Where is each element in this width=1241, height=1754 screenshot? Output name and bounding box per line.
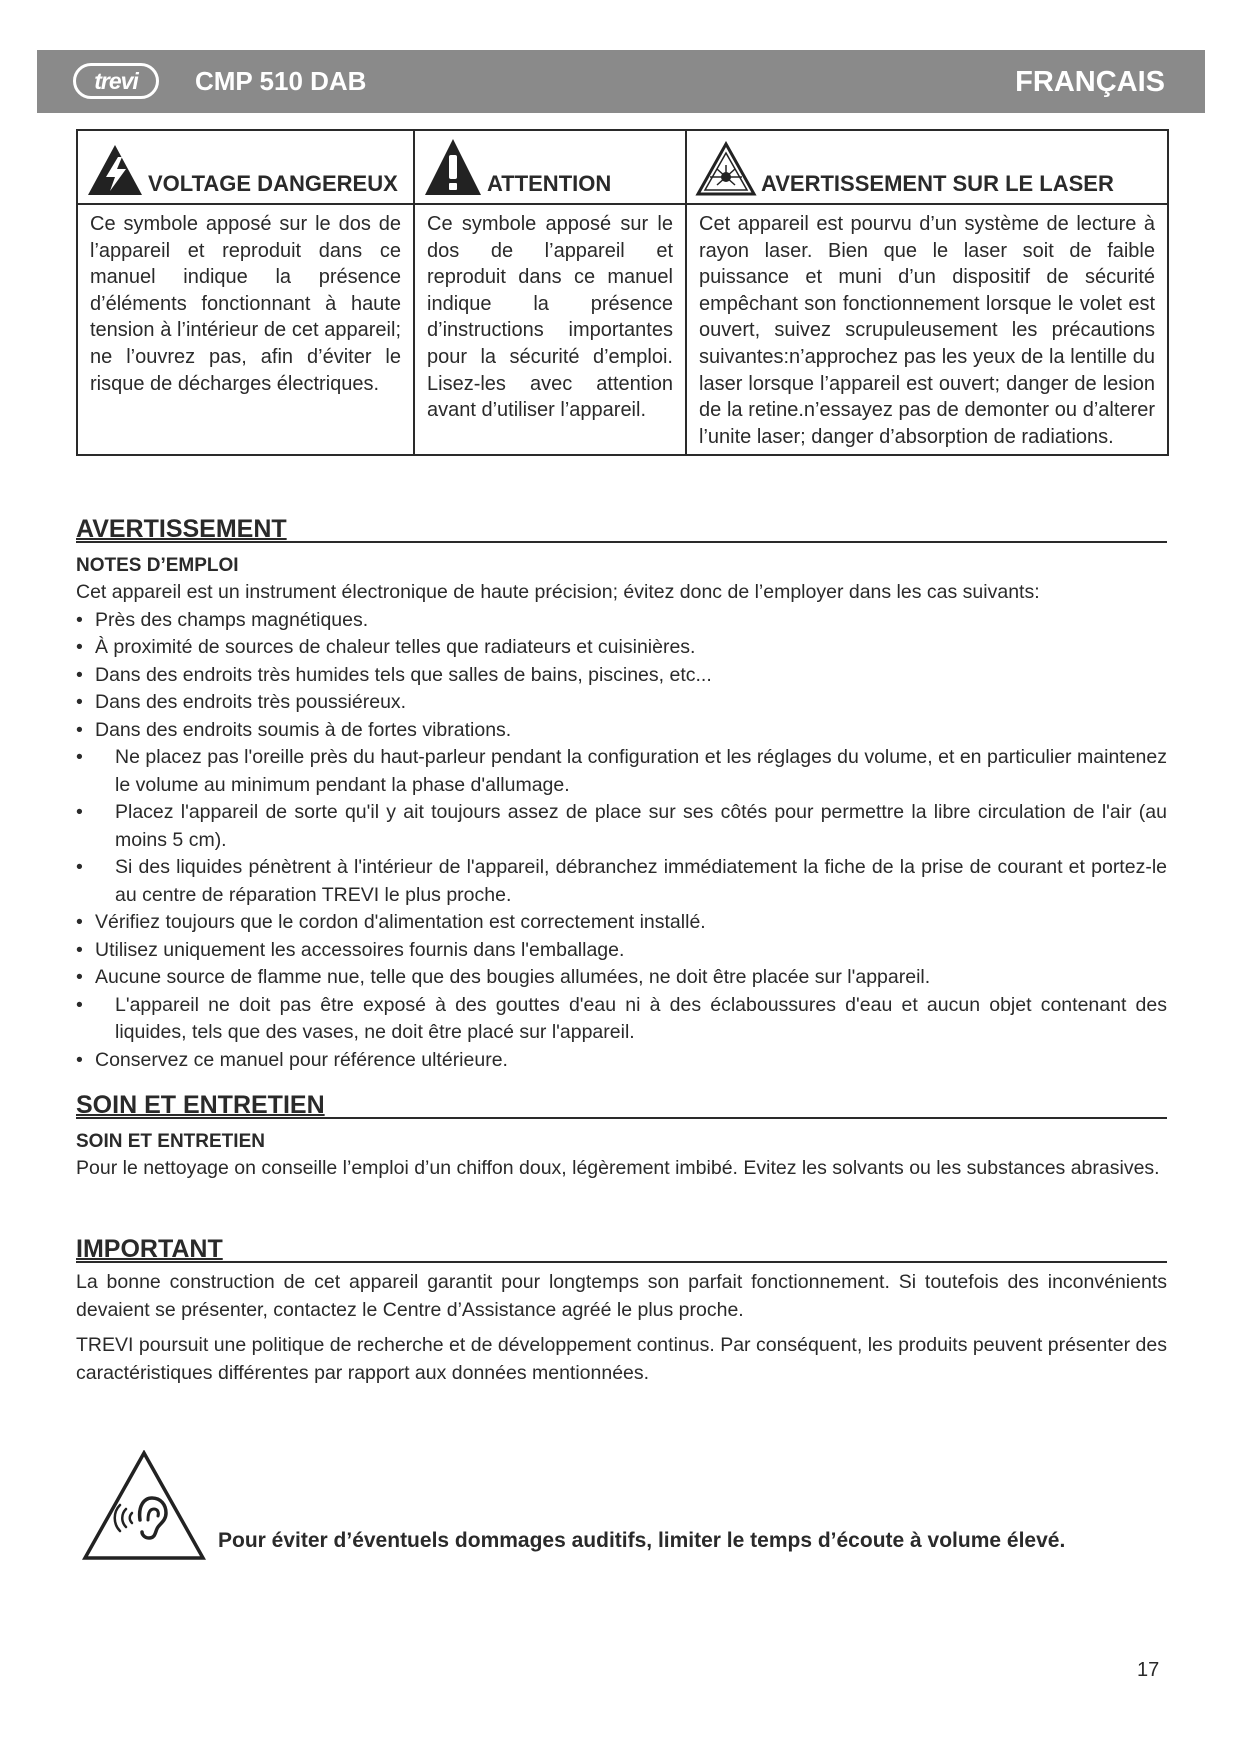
list-item: • Dans des endroits soumis à de fortes vibrations. [76, 717, 1167, 745]
important-para-2: TREVI poursuit une politique de recherche et de développement continus. Par conséquent, les produits peuvent présenter des caractéristiques différentes par rapport aux données mentionnées. [76, 1334, 1167, 1384]
laser-triangle-icon [695, 141, 757, 197]
list-item: • L'appareil ne doit pas être exposé à des gouttes d'eau ni à des éclaboussures d'eau et aucun objet contenant des liquides, tels que des vases, ne doit être placé sur l'appareil. [76, 992, 1167, 1047]
section-subtitle: NOTES D’EMPLOI [76, 555, 239, 576]
warning-title: VOLTAGE DANGEREUX [148, 171, 398, 196]
list-item: • Conservez ce manuel pour référence ultérieure. [76, 1047, 1167, 1075]
list-item: • Vérifiez toujours que le cordon d'alimentation est correctement installé. [76, 909, 1167, 937]
hearing-warning-text: Pour éviter d’éventuels dommages auditifs, limiter le temps d’écoute à volume élevé. [218, 1529, 1066, 1552]
warning-symbols-table [76, 129, 1169, 456]
ear-warning-icon [82, 1450, 206, 1562]
warning-text-laser: Cet appareil est pourvu d’un système de lecture à rayon laser. Bien que le laser soit de faible puissance et muni d’un dispositif de sécurité empêchant son fonctionnement lorsque le volet est ouvert, suivez scrupuleusement les précautions suivantes:n’approchez pas les yeux de la lentille du laser lorsque l’appareil est ouvert; danger de lesion de la retine.n’essayez pas de demonter ou d’alterer l’unite laser; danger d’absorption de radiations. [686, 204, 1168, 455]
model-name: CMP 510 DAB [195, 66, 367, 96]
list-item: • Dans des endroits très humides tels que salles de bains, piscines, etc... [76, 662, 1167, 690]
list-item: • Près des champs magnétiques. [76, 607, 1167, 635]
trevi-logo: trevi [73, 63, 159, 99]
section-soin [76, 1093, 1167, 1183]
list-item: • Utilisez uniquement les accessoires fournis dans l'emballage. [76, 937, 1167, 965]
list-item: • Dans des endroits très poussiéreux. [76, 689, 1167, 717]
intro-text: Cet appareil est un instrument électronique de haute précision; évitez donc de l’employer dans les cas suivants: [76, 581, 1040, 603]
warning-text-voltage: Ce symbole apposé sur le dos de l’appareil et reproduit dans ce manuel indique la présence d’éléments fonctionnant à haute tension à l’intérieur de cet appareil; ne l’ouvrez pas, afin d’éviter le risque de décharges électriques. [77, 204, 414, 455]
list-item: • Ne placez pas l'oreille près du haut-parleur pendant la configuration et les réglages du volume, et en particulier maintenez le volume au minimum pendant la phase d'allumage. [76, 744, 1167, 799]
warning-header-voltage [77, 130, 414, 204]
page-number: 17 [1137, 1659, 1160, 1681]
warning-title: ATTENTION [487, 171, 612, 196]
language-label: FRANÇAIS [1015, 66, 1165, 98]
notes-list [76, 607, 1167, 1075]
hearing-warning-symbol [82, 1450, 206, 1567]
list-item: • Aucune source de flamme nue, telle que des bougies allumées, ne doit être placée sur l'appareil. [76, 964, 1167, 992]
header-bar [37, 50, 1205, 113]
list-item: • Si des liquides pénètrent à l'intérieur de l'appareil, débranchez immédiatement la fiche de la prise de courant et portez-le au centre de réparation TREVI le plus proche. [76, 854, 1167, 909]
list-item: • Placez l'appareil de sorte qu'il y ait toujours assez de place sur ses côtés pour permettre la libre circulation de l'air (au moins 5 cm). [76, 799, 1167, 854]
section-avertissement [76, 517, 1167, 1074]
section-subtitle: SOIN ET ENTRETIEN [76, 1131, 265, 1152]
soin-text: Pour le nettoyage on conseille l’emploi d’un chiffon doux, légèrement imbibé. Evitez les solvants ou les substances abrasives. [76, 1157, 1160, 1179]
important-para-1: La bonne construction de cet appareil garantit pour longtemps son parfait fonctionnement. Si toutefois des inconvénients devaient se présenter, contactez le Centre d’Assistance agréé le plus proche. [76, 1271, 1167, 1321]
section-title: SOIN ET ENTRETIEN [76, 1093, 1167, 1119]
warning-title: AVERTISSEMENT SUR LE LASER [761, 171, 1114, 196]
warning-header-attention [414, 130, 686, 204]
exclamation-triangle-icon [423, 137, 483, 197]
list-item: • À proximité de sources de chaleur telles que radiateurs et cuisinières. [76, 634, 1167, 662]
section-important [76, 1237, 1167, 1387]
section-title: AVERTISSEMENT [76, 517, 1167, 543]
warning-header-laser [686, 130, 1168, 204]
lightning-triangle-icon [86, 143, 144, 197]
warning-text-attention: Ce symbole apposé sur le dos de l’appareil et reproduit dans ce manuel indique la présence d’instructions importantes pour la sécurité d’emploi. Lisez-les avec attention avant d’utiliser l’appareil. [414, 204, 686, 455]
section-title: IMPORTANT [76, 1237, 1167, 1263]
